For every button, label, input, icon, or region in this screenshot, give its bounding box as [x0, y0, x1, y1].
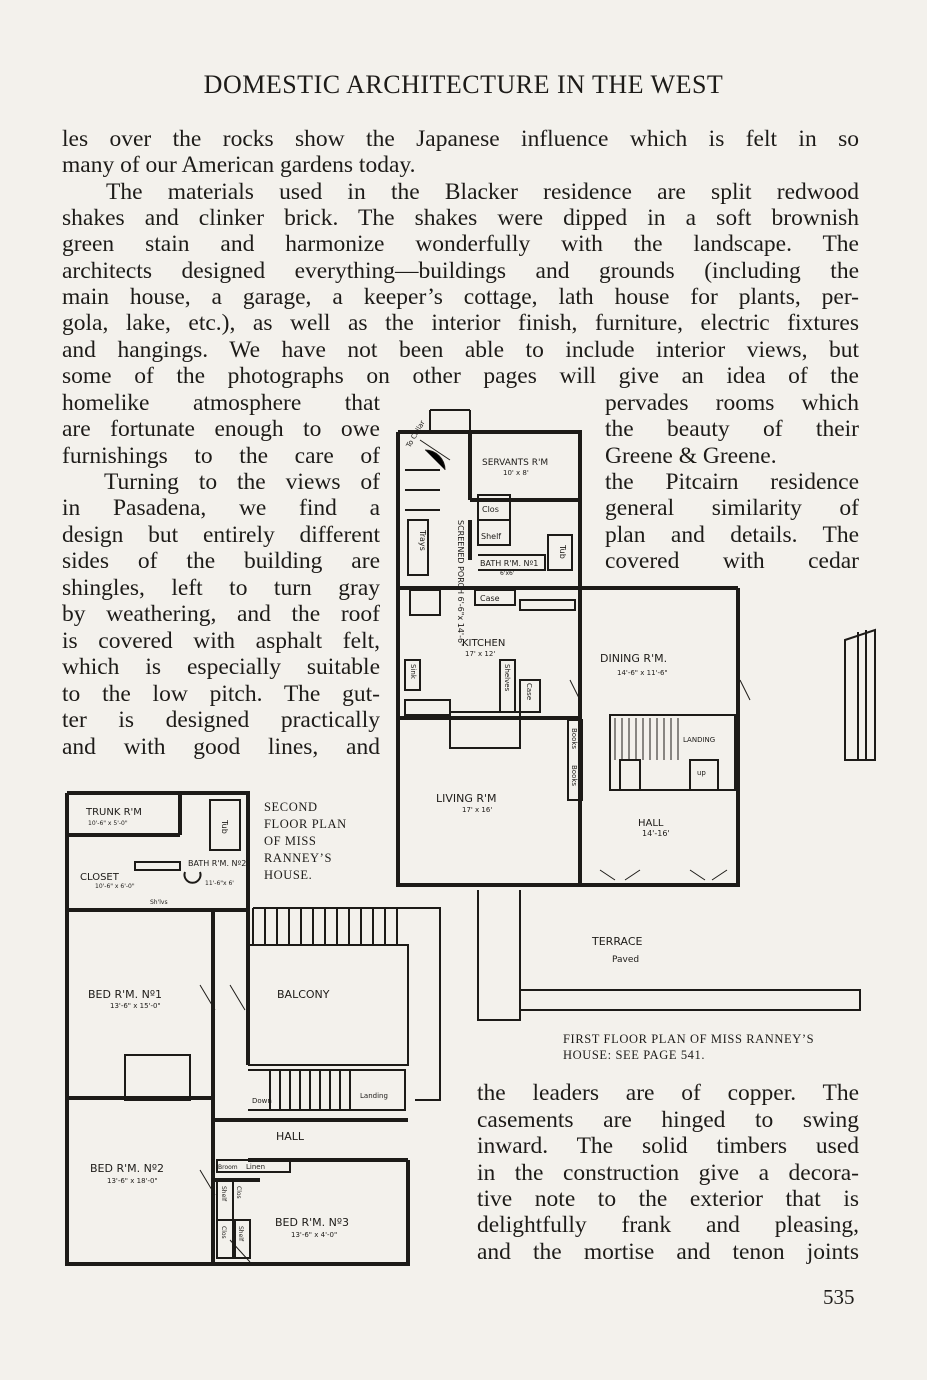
running-header: DOMESTIC ARCHITECTURE IN THE WEST — [203, 70, 724, 99]
fp-case-lower: Case — [525, 683, 533, 701]
body-line: sides of the building are — [62, 548, 380, 574]
sp-trunk-size: 10'-6" x 5'-0" — [88, 820, 128, 827]
sp-broom: Broom — [218, 1164, 238, 1171]
sp-bed1-size: 13'-6" x 15'-0" — [110, 1002, 161, 1010]
first-floor-caption-1: FIRST FLOOR PLAN OF MISS RANNEY’S — [563, 1032, 815, 1046]
fp-case: Case — [480, 594, 500, 603]
body-line: and with good lines, and — [62, 734, 380, 760]
fp-books2: Books — [570, 765, 578, 787]
fp-shelves: Shelves — [503, 664, 511, 692]
fp-hall-name: HALL — [638, 818, 664, 829]
body-line: furnishings to the care of — [62, 443, 380, 469]
body-line: les over the rocks show the Japanese influence which is felt in so — [62, 126, 859, 152]
body-line: The materials used in the Blacker residence are split redwood — [106, 179, 859, 205]
body-line: the Pitcairn residence — [605, 469, 859, 495]
fp-terrace-name: TERRACE — [592, 935, 643, 948]
sp-clos2: Clos — [220, 1226, 227, 1239]
fp-terrace-note: Paved — [612, 955, 640, 965]
body-line: inward. The solid timbers used — [477, 1133, 859, 1159]
fp-closet: Clos — [482, 505, 499, 514]
fp-cellar: To Cellar — [404, 419, 427, 449]
fp-bath-name: BATH R'M. Nº1 — [480, 559, 539, 568]
second-floor-caption-3: OF MISS — [264, 834, 317, 848]
sp-closet-size: 10'-6" x 6'-0" — [95, 883, 135, 890]
sp-bed2-size: 13'-6" x 18'-0" — [107, 1177, 158, 1185]
body-line: in Pasadena, we find a — [62, 495, 380, 521]
body-line: are fortunate enough to owe — [62, 416, 380, 442]
second-floor-caption-5: HOUSE. — [264, 868, 313, 882]
sp-closet-name: CLOSET — [80, 872, 119, 883]
fp-servants-size: 10' x 8' — [503, 469, 529, 477]
sp-bath-size: 11'-6"x 6' — [205, 880, 234, 887]
body-line: the beauty of their — [605, 416, 859, 442]
body-line: tive note to the exterior that is — [477, 1186, 859, 1212]
body-line: shingles, left to turn gray — [62, 575, 380, 601]
body-line: casements are hinged to swing — [477, 1107, 859, 1133]
fp-tub: Tub — [558, 545, 567, 559]
body-line: covered with cedar — [605, 548, 859, 574]
sp-clos1: Clos — [235, 1186, 242, 1199]
fp-dining-name: DINING R'M. — [600, 652, 668, 665]
body-line: plan and details. The — [605, 522, 859, 548]
sp-shelves: Sh'lvs — [150, 899, 168, 906]
fp-living-name: LIVING R'M — [436, 792, 497, 805]
page-number: 535 — [823, 1285, 855, 1309]
sp-bed1-name: BED R'M. Nº1 — [88, 988, 163, 1001]
fp-screened-porch: SCREENED PORCH 6'-6"x 14'-6" — [456, 520, 465, 647]
sp-bed2-name: BED R'M. Nº2 — [90, 1162, 165, 1175]
sp-linen: Linen — [246, 1163, 266, 1171]
sp-tub: Tub — [220, 820, 229, 834]
fp-books1: Books — [570, 728, 578, 750]
fp-sink: Sink — [409, 664, 417, 679]
sp-down: Down — [252, 1097, 272, 1105]
sp-trunk-name: TRUNK R'M — [86, 807, 142, 818]
fp-hall-size: 14'-16' — [642, 829, 670, 838]
body-line: many of our American gardens today. — [62, 152, 416, 178]
sp-shelf: Shelf — [220, 1186, 227, 1202]
body-line: which is especially suitable — [62, 654, 380, 680]
fp-kitchen-name: KITCHEN — [462, 638, 506, 649]
body-line: homelike atmosphere that — [62, 390, 380, 416]
sp-landing: Landing — [360, 1092, 388, 1100]
body-line: delightfully frank and pleasing, — [477, 1212, 859, 1238]
body-line: the leaders are of copper. The — [477, 1080, 859, 1106]
fp-dining-size: 14'-6" x 11'-6" — [617, 669, 668, 677]
body-line: in the construction give a decora- — [477, 1160, 859, 1186]
fp-kitchen-size: 17' x 12' — [465, 650, 496, 658]
fp-trays: Trays — [418, 530, 427, 551]
body-line: general similarity of — [605, 495, 859, 521]
sp-shelf2: Shelf — [237, 1226, 244, 1242]
fp-bath-size: 6'x6' — [500, 570, 515, 577]
second-floor-caption-4: RANNEY’S — [264, 851, 332, 865]
body-line: architects designed everything—buildings and grounds (including the — [62, 258, 859, 284]
body-line: and hangings. We have not been able to include interior views, but — [62, 337, 859, 363]
body-line: by weathering, and the roof — [62, 601, 380, 627]
body-line: some of the photographs on other pages will give an idea of the — [62, 363, 859, 389]
sp-hall: HALL — [276, 1130, 305, 1143]
second-floor-caption-1: SECOND — [264, 800, 318, 814]
fp-servants-name: SERVANTS R'M — [482, 458, 549, 468]
body-line: ter is designed practically — [62, 707, 380, 733]
body-line: gola, lake, etc.), as well as the interior finish, furniture, electric fixtures — [62, 310, 859, 336]
first-floor-caption-2: HOUSE: SEE PAGE 541. — [563, 1048, 706, 1062]
second-floor-caption-2: FLOOR PLAN — [264, 817, 347, 831]
sp-balcony: BALCONY — [277, 988, 330, 1001]
body-line: green stain and harmonize wonderfully with the landscape. The — [62, 231, 859, 257]
body-line: shakes and clinker brick. The shakes were dipped in a soft brownish — [62, 205, 859, 231]
sp-bath-name: BATH R'M. Nº2 — [188, 859, 247, 868]
body-line: Greene & Greene. — [605, 443, 777, 469]
fp-landing: LANDING — [683, 736, 716, 744]
body-line: Turning to the views of — [104, 469, 380, 495]
body-line: is covered with asphalt felt, — [62, 628, 380, 654]
body-line: and the mortise and tenon joints — [477, 1239, 859, 1265]
body-line: design but entirely different — [62, 522, 380, 548]
sp-bed3-name: BED R'M. Nº3 — [275, 1216, 350, 1229]
body-line: to the low pitch. The gut- — [62, 681, 380, 707]
sp-bed3-size: 13'-6" x 4'-0" — [291, 1231, 338, 1239]
fp-living-size: 17' x 16' — [462, 806, 493, 814]
fp-up: up — [697, 769, 706, 777]
fp-shelf: Shelf — [481, 532, 502, 541]
body-line: main house, a garage, a keeper’s cottage, lath house for plants, per- — [62, 284, 859, 310]
body-line: pervades rooms which — [605, 390, 859, 416]
